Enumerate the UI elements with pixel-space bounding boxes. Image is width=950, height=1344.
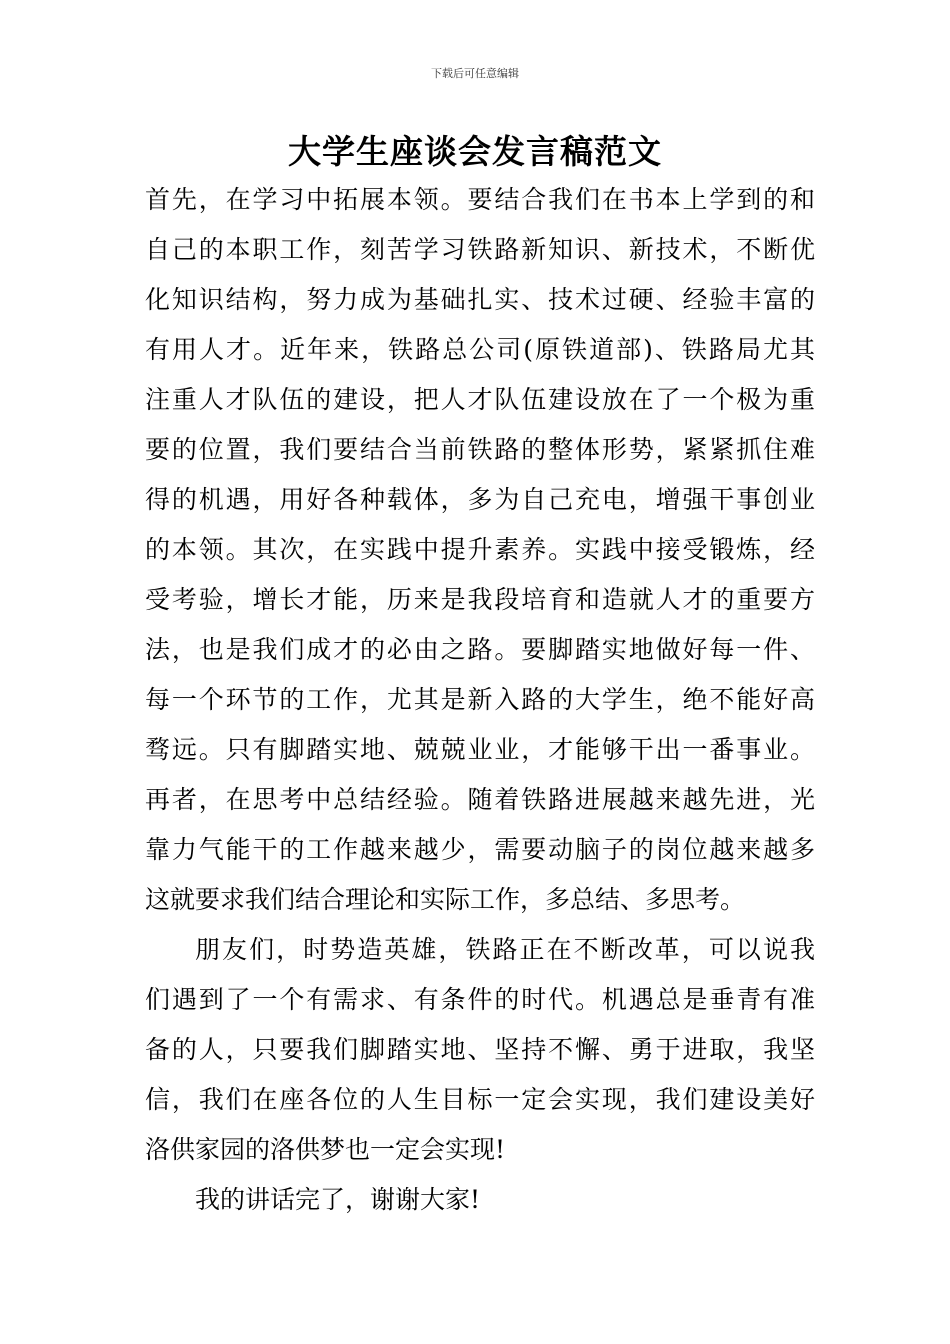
paragraph-line: 再者，在思考中总结经验。随着铁路进展越来越先进，光 <box>145 785 815 814</box>
page-header-note: 下载后可任意编辑 <box>431 67 519 80</box>
document-title: 大学生座谈会发言稿范文 <box>288 132 662 171</box>
paragraph-line: 要的位置，我们要结合当前铁路的整体形势，紧紧抓住难 <box>145 435 815 464</box>
paragraph-line: 骛远。只有脚踏实地、兢兢业业，才能够干出一番事业。 <box>145 735 815 764</box>
paragraph-line: 首先，在学习中拓展本领。要结合我们在书本上学到的和 <box>145 185 815 214</box>
paragraph-line: 得的机遇，用好各种载体，多为自己充电，增强干事创业 <box>145 485 815 514</box>
paragraph-line: 自己的本职工作，刻苦学习铁路新知识、新技术，不断优 <box>145 235 815 264</box>
paragraph-line: 备的人，只要我们脚踏实地、坚持不懈、勇于进取，我坚 <box>145 1035 815 1064</box>
paragraph-line: 们遇到了一个有需求、有条件的时代。机遇总是垂青有准 <box>145 985 815 1014</box>
paragraph-line: 受考验，增长才能，历来是我段培育和造就人才的重要方 <box>145 585 815 614</box>
paragraph-line: 化知识结构，努力成为基础扎实、技术过硬、经验丰富的 <box>145 285 815 314</box>
paragraph-line: 每一个环节的工作，尤其是新入路的大学生，绝不能好高 <box>145 685 815 714</box>
paragraph-line: 靠力气能干的工作越来越少，需要动脑子的岗位越来越多 <box>145 835 815 864</box>
paragraph-line: 的本领。其次，在实践中提升素养。实践中接受锻炼，经 <box>145 535 815 564</box>
closing-line: 我的讲话完了，谢谢大家! <box>195 1185 481 1214</box>
paragraph-line: 注重人才队伍的建设，把人才队伍建设放在了一个极为重 <box>145 385 815 414</box>
paragraph-line: 这就要求我们结合理论和实际工作，多总结、多思考。 <box>145 885 746 914</box>
paragraph-line: 信，我们在座各位的人生目标一定会实现，我们建设美好 <box>145 1085 815 1114</box>
document-body <box>145 175 815 1225</box>
paragraph-line: 有用人才。近年来，铁路总公司(原铁道部)、铁路局尤其 <box>145 335 815 364</box>
paragraph-line: 朋友们，时势造英雄，铁路正在不断改革，可以说我 <box>195 935 815 964</box>
paragraph-line: 洛供家园的洛供梦也一定会实现! <box>145 1135 506 1164</box>
paragraph-line: 法，也是我们成才的必由之路。要脚踏实地做好每一件、 <box>145 635 815 664</box>
